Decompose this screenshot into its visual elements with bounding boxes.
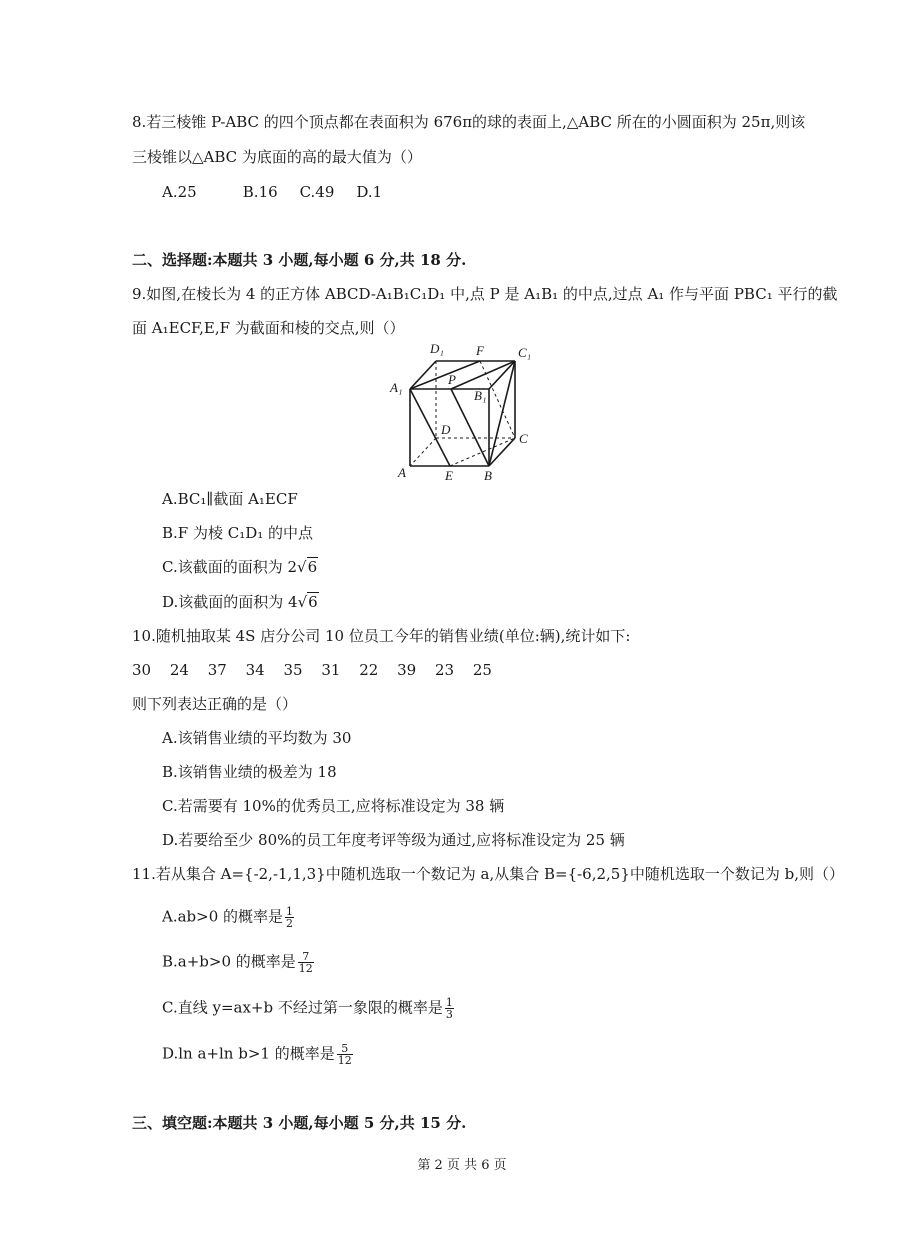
sqrt-symbol: √6 (297, 558, 318, 576)
label-p: P (448, 372, 456, 387)
q11-option-d (162, 1043, 353, 1066)
q8-option-b: B.16 (242, 183, 278, 201)
q9-option-b: B.F 为棱 C₁D₁ 的中点 (162, 524, 314, 542)
label-f: F (476, 343, 484, 358)
q10-data-value: 23 (435, 661, 455, 679)
q10-data-value: 30 (132, 661, 152, 679)
denominator: 3 (445, 1008, 453, 1021)
numerator: 7 (298, 951, 314, 963)
q9-option-c-radicand: 6 (307, 558, 318, 576)
label-d: D (441, 422, 451, 437)
page-footer: 第 2 页 共 6 页 (417, 1158, 507, 1173)
q8-stem-line1: 8.若三棱锥 P-ABC 的四个顶点都在表面积为 676π的球的表面上,△ABC 所在的小圆面积为 25π,则该 (132, 113, 806, 131)
q11-stem: 11.若从集合 A={-2,-1,1,3}中随机选取一个数记为 a,从集合 B={-6,2,5}中随机选取一个数记为 b,则（） (132, 865, 845, 883)
q10-data-row (132, 660, 506, 680)
q10-data-value: 24 (169, 661, 189, 679)
q9-option-d-radicand: 6 (308, 593, 318, 611)
q9-option-a: A.BC₁∥截面 A₁ECF (162, 490, 298, 508)
q11-option-a (162, 906, 294, 929)
section-2-heading: 二、选择题:本题共 3 小题,每小题 6 分,共 18 分. (132, 251, 467, 269)
label-b1: B₁ (474, 388, 487, 403)
label-a: A (398, 465, 406, 480)
q8-option-a: A.25 (162, 183, 197, 201)
q10-data-value: 22 (359, 661, 379, 679)
q10-option-b: B.该销售业绩的极差为 18 (162, 763, 337, 781)
q10-data-value: 39 (397, 661, 417, 679)
q8-option-c: C.49 (299, 183, 335, 201)
denominator: 12 (337, 1054, 352, 1067)
sqrt-symbol: √6 (297, 593, 318, 611)
q10-data-value: 35 (283, 661, 303, 679)
q10-stem-line3: 则下列表达正确的是（） (132, 695, 298, 713)
denominator: 12 (298, 962, 313, 975)
q11-option-b-text: B.a+b>0 的概率是 (162, 952, 296, 971)
label-a1: A₁ (390, 380, 403, 395)
q11-option-c (162, 997, 454, 1020)
q9-stem-line1: 9.如图,在棱长为 4 的正方体 ABCD-A₁B₁C₁D₁ 中,点 P 是 A₁B₁ 的中点,过点 A₁ 作与平面 PBC₁ 平行的截 (132, 285, 838, 303)
q8-options (162, 182, 382, 202)
q11-option-d-text: D.ln a+ln b>1 的概率是 (162, 1044, 335, 1063)
numerator: 1 (286, 905, 294, 918)
label-c1: C₁ (518, 345, 532, 360)
q9-option-d (162, 592, 319, 612)
fraction (298, 951, 314, 974)
q10-option-a: A.该销售业绩的平均数为 30 (162, 729, 352, 747)
q10-option-c: C.若需要有 10%的优秀员工,应将标准设定为 38 辆 (162, 797, 505, 815)
fraction (285, 906, 294, 929)
q9-option-c (162, 557, 318, 577)
q8-stem-line2: 三棱锥以△ABC 为底面的高的最大值为（） (132, 148, 422, 166)
numerator: 5 (337, 1043, 353, 1055)
q9-stem-line2: 面 A₁ECF,E,F 为截面和棱的交点,则（） (132, 319, 405, 337)
label-d1: D₁ (430, 341, 444, 356)
q9-option-d-text: D.该截面的面积为 4 (162, 593, 298, 611)
q10-data-value: 37 (207, 661, 227, 679)
label-b: B (484, 468, 492, 482)
q11-option-c-text: C.直线 y=ax+b 不经过第一象限的概率是 (162, 998, 443, 1017)
section-3-heading: 三、填空题:本题共 3 小题,每小题 5 分,共 15 分. (132, 1114, 467, 1132)
numerator: 1 (445, 996, 453, 1009)
q8-option-d: D.1 (356, 183, 383, 201)
q10-option-d: D.若要给至少 80%的员工年度考评等级为通过,应将标准设定为 25 辆 (162, 831, 625, 849)
q10-stem-line1: 10.随机抽取某 4S 店分公司 10 位员工今年的销售业绩(单位:辆),统计如下: (132, 627, 631, 645)
q10-data-value: 25 (472, 661, 492, 679)
q10-data-value: 34 (245, 661, 265, 679)
denominator: 2 (286, 917, 294, 930)
fraction (337, 1043, 353, 1066)
label-e: E (445, 468, 453, 482)
cube-figure (388, 340, 536, 482)
q11-option-b (162, 951, 314, 974)
q10-data-value: 31 (321, 661, 341, 679)
q9-option-c-text: C.该截面的面积为 2 (162, 558, 298, 576)
fraction (445, 997, 454, 1020)
label-c: C (519, 431, 528, 446)
q11-option-a-text: A.ab>0 的概率是 (162, 907, 284, 926)
